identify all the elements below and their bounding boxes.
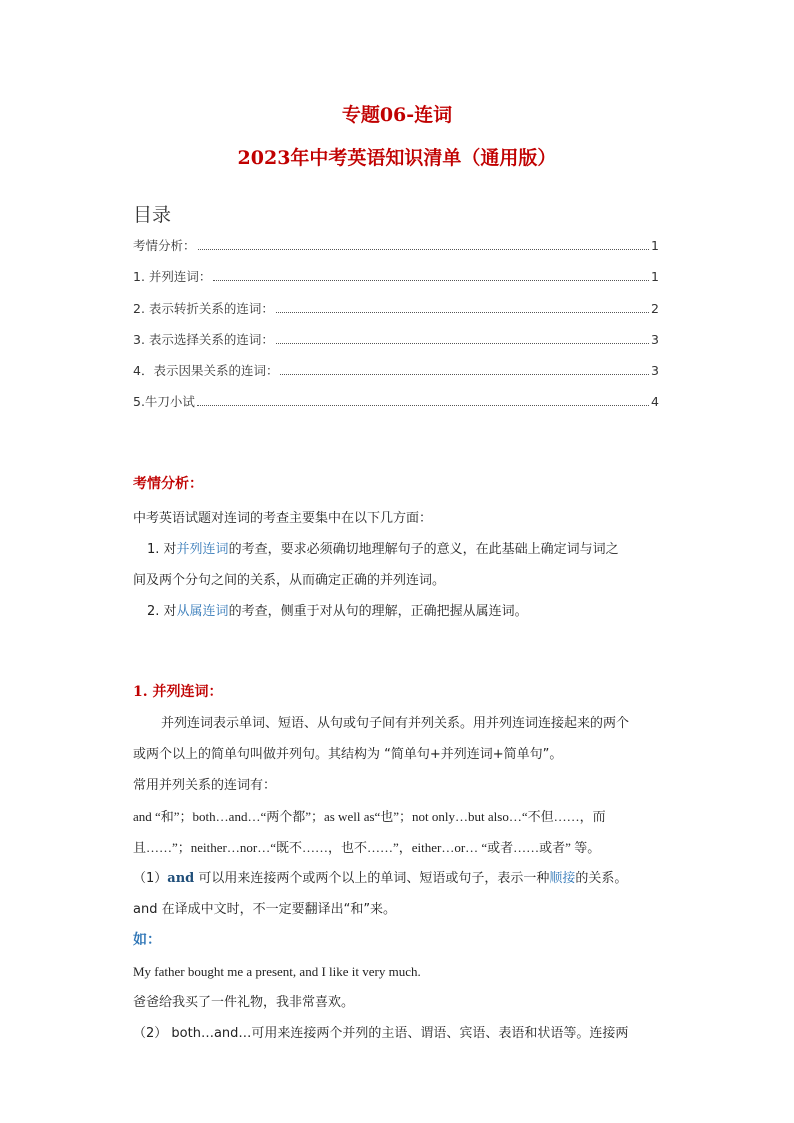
toc-item[interactable] (133, 330, 659, 361)
link-subordinating-conjunction[interactable]: 从属连词 (176, 604, 229, 619)
analysis-heading: 考情分析： (133, 476, 203, 492)
example-label: 如： (133, 932, 161, 948)
toc-item[interactable] (133, 361, 659, 392)
rule-1: （1）and 可以用来连接两个或两个以上的单词、短语或句子，表示一种顺接的关系。 (133, 871, 628, 886)
toc-item-label: 考情分析： (133, 238, 196, 253)
toc-item-label: 5.牛刀小试 (133, 394, 195, 410)
conjunction-list-line2: 且……”；neither…nor…“既不……，也不……”，either…or… “或者……或者” 等。 (133, 840, 601, 855)
toc-item-label: 2. 表示转折关系的连词： (133, 300, 274, 316)
toc-item-label: 1. 并列连词： (133, 269, 212, 285)
and-keyword: and (167, 871, 195, 886)
toc-leader-dots (276, 343, 649, 344)
toc-item-page: 1 (651, 238, 659, 253)
analysis-body (133, 503, 661, 627)
analysis-intro: 中考英语试题对连词的考查主要集中在以下几方面： (133, 511, 433, 526)
toc-item-page: 3 (651, 331, 659, 347)
example-english: My father bought me a present, and I like it very much. (133, 964, 421, 979)
rule-2: （2） both…and…可用来连接两个并列的主语、谓语、宾语、表语和状语等。连接两 (133, 1026, 629, 1041)
section1-p1-line2: 或两个以上的简单句叫做并列句。其结构为 “简单句+并列连词+简单句”。 (133, 747, 563, 762)
toc-leader-dots (198, 249, 650, 250)
toc-item[interactable] (133, 299, 659, 330)
toc-leader-dots (280, 374, 649, 375)
section1-p1-line1: 并列连词表示单词、短语、从句或句子间有并列关系。用并列连词连接起来的两个 (161, 716, 630, 731)
toc-leader-dots (213, 280, 649, 281)
analysis-item-1-cont: 间及两个分句之间的关系，从而确定正确的并列连词。 (133, 573, 446, 588)
link-shunjie[interactable]: 顺接 (549, 871, 576, 886)
toc-item[interactable] (133, 267, 659, 298)
toc-item-page: 4 (651, 394, 659, 410)
toc-leader-dots (276, 312, 649, 313)
section1-common: 常用并列关系的连词有： (133, 778, 277, 793)
toc-heading: 目录 (133, 204, 172, 226)
toc-leader-dots (197, 405, 649, 406)
analysis-item-1: 1. 对并列连词的考查，要求必须确切地理解句子的意义，在此基础上确定词与词之 (147, 542, 619, 557)
section1-body (133, 708, 661, 1049)
toc-item[interactable] (133, 236, 659, 267)
table-of-contents (133, 236, 659, 424)
toc-item-label: 4．表示因果关系的连词： (133, 363, 279, 379)
link-coordinating-conjunction[interactable]: 并列连词 (176, 542, 229, 557)
toc-item-page: 3 (651, 363, 659, 379)
conjunction-list-line1: and “和”；both…and…“两个都”；as well as“也”；not only…but also…“不但……，而 (133, 809, 606, 824)
analysis-item-2: 2. 对从属连词的考查，侧重于对从句的理解，正确把握从属连词。 (147, 604, 528, 619)
section1-heading: 1. 并列连词： (133, 684, 223, 700)
toc-item[interactable] (133, 392, 659, 423)
toc-item-page: 1 (651, 269, 659, 285)
toc-item-page: 2 (651, 300, 659, 316)
rule-1-line2: and 在译成中文时，不一定要翻译出“和”来。 (133, 902, 397, 917)
example-chinese: 爸爸给我买了一件礼物，我非常喜欢。 (133, 995, 355, 1010)
toc-item-label: 3. 表示选择关系的连词： (133, 331, 274, 347)
document-subtitle: 2023年中考英语知识清单（通用版） (237, 147, 557, 169)
document-title: 专题06-连词 (341, 104, 453, 126)
